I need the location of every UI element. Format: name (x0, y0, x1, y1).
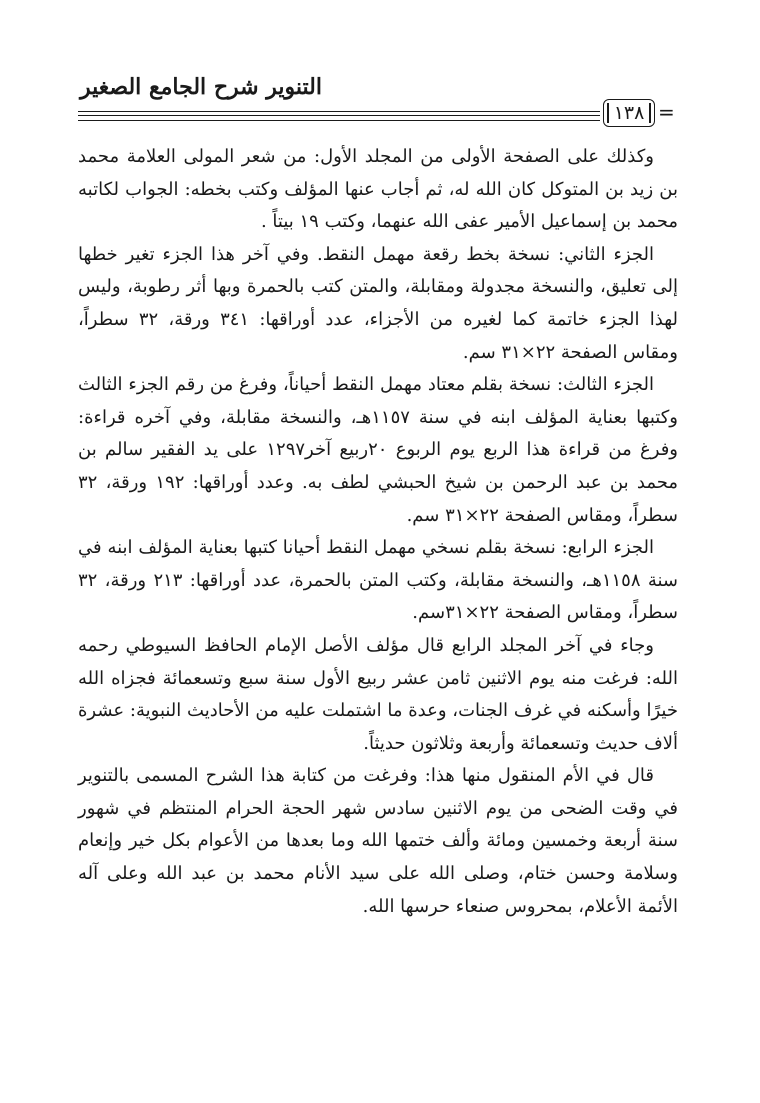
running-title: التنوير شرح الجامع الصغير (80, 74, 322, 100)
header-rule (78, 120, 600, 121)
body-text (78, 141, 678, 923)
page-number-ornament: = (658, 100, 675, 124)
page-number: ١٣٨ (603, 99, 655, 127)
header-rule (78, 111, 600, 112)
paragraph-colophon-vol1: وكذلك على الصفحة الأولى من المجلد الأول: من شعر المولى العلامة محمد بن زيد بن المتوكل كان الله له، ثم أجاب عنها المؤلف وكتب بخطه: الجواب لكاتبه محمد بن إسماعيل الأمير عفى الله عنهما، وكتب ١٩ بيتاً . (78, 146, 678, 233)
header-rule (78, 115, 600, 116)
paragraph-part-two: الجزء الثاني: نسخة بخط رقعة مهمل النقط. وفي آخر هذا الجزء تغير خطها إلى تعليق، والنسخة مجدولة ومقابلة، والمتن كتب بالحمرة وبها أثر رطوبة، وليس لهذا الجزء خاتمة كما لغيره من الأجزاء، عدد أوراقها: ٣٤١ ورقة، ٣٢ سطراً، ومقاس الصفحة ٢٢×٣١ سم. (78, 243, 679, 363)
paragraph-copyist-colophon: قال في الأم المنقول منها هذا: وفرغت من كتابة هذا الشرح المسمى بالتنوير في وقت الضحى من يوم الاثنين سادس شهر الحجة الحرام المنتظم في شهور سنة أربعة وخمسين ومائة وألف ختمها الله وما بعدها من الأعوام بكل خير وإنعام وسلامة وحسن ختام، وصلى الله على سيد الأنام محمد بن عبد الله وعلى آله الأئمة الأعلام، بمحروس صنعاء حرسها الله. (78, 765, 678, 917)
paragraph-part-four: الجزء الرابع: نسخة بقلم نسخي مهمل النقط أحيانا كتبها بعناية المؤلف ابنه في سنة ١١٥٨هـ، والنسخة مقابلة، وكتب المتن بالحمرة، عدد أوراقها: ٢١٣ ورقة، ٣٢ سطراً، ومقاس الصفحة ٢٢×٣١سم. (78, 537, 679, 624)
paragraph-suyuti-colophon: وجاء في آخر المجلد الرابع قال مؤلف الأصل الإمام الحافظ السيوطي رحمه الله: فرغت منه يوم الاثنين ثامن عشر ربيع الأول سنة سبع وتسعمائة فجزاه الله خيرًا وأسكنه في غرف الجنات، وعدة ما اشتملت عليه من الأحاديث النبوية: عشرة ألاف حديث وتسعمائة وأربعة وثلاثون حديثاً. (78, 634, 678, 754)
paragraph-part-three: الجزء الثالث: نسخة بقلم معتاد مهمل النقط أحياناً، وفرغ من رقم الجزء الثالث وكتبها بعناية المؤلف ابنه في سنة ١١٥٧هـ، والنسخة مقابلة، وفي آخره قراءة: وفرغ من قراءة هذا الربع يوم الربوع ٢٠ربيع آخر١٢٩٧ على يد الفقير سالم بن محمد بن عبد الرحمن بن شيخ الحبشي لطف به. وعدد أوراقها: ١٩٢ ورقة، ٣٢ سطراً، ومقاس الصفحة ٢٢×٣١ سم. (78, 374, 678, 526)
